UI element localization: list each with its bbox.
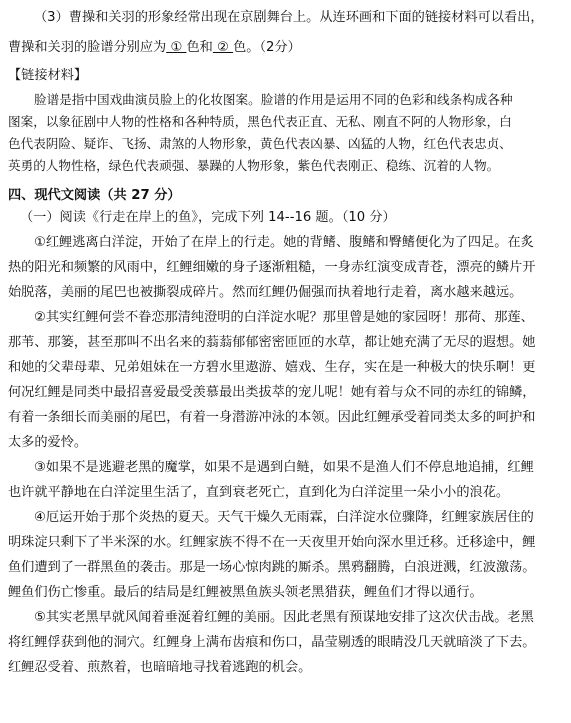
passage-line: ①红鲤逃离白洋淀，开始了在岸上的行走。她的背鳍、腹鳍和臀鳍便化为了四足。在炙: [34, 235, 534, 250]
passage-line: ④厄运开始于那个炎热的夏天。天气干燥久无雨霖，白洋淀水位骤降，红鲤家族居住的: [34, 510, 534, 525]
passage-line: 将红鲤俘获到他的洞穴。红鲤身上满布齿痕和伤口，晶莹剔透的眼睛没几天就暗淡了下去。: [8, 635, 536, 650]
passage-line: 有着一条细长而美丽的尾巴，有着一身潜游冲泳的本领。因此红鲤承受着同类太多的呵护和: [8, 410, 536, 425]
answer-blank-2: ②: [212, 40, 234, 55]
passage-line: 那苇、那篓，甚至那叫不出名来的蓊蓊郁郁密密匝匝的水草，都让她充满了无尽的遐想。她: [8, 335, 536, 350]
passage-line: 始脱落，美丽的尾巴也被撕裂成碎片。然而红鲤仍倔强而执着地行走着，离水越来越远。: [8, 285, 523, 300]
question3-line2-pre: 曹操和关羽的脸谱分别应为: [8, 40, 167, 55]
passage-line: 鲤鱼们伤亡惨重。最后的结局是红鲤被黑鱼族头领老黑猎获，鲤鱼们才得以通行。: [8, 585, 483, 600]
link-material-line: 英勇的人物性格，绿色代表顽强、暴躁的人物形象，紫色代表刚正、稳练、沉着的人物。: [8, 158, 500, 173]
section-subtitle: （一）阅读《行走在岸上的鱼》，完成下列 14--16 题。（10 分）: [20, 210, 396, 225]
link-material-line: 色代表阴险、疑诈、飞扬、肃煞的人物形象，黄色代表凶暴、凶猛的人物，红色代表忠贞、: [8, 136, 512, 151]
passage-line: ⑤其实老黑早就风闻着垂涎着红鲤的美丽。因此老黑有预谋地安排了这次伏击战。老黑: [34, 610, 534, 625]
passage-line: 红鲤忍受着、煎熬着，也暗暗地寻找着逃跑的机会。: [8, 660, 312, 675]
link-material-line: 脸谱是指中国戏曲演员脸上的化妆图案。脸谱的作用是运用不同的色彩和线条构成各种: [34, 92, 513, 107]
passage-line: 何况红鲤是同类中最招喜爱最受羡慕最出类拔萃的宠儿呢！她有着与众不同的赤红的锦鳞，: [8, 385, 536, 400]
answer-blank-1: ①: [166, 40, 187, 55]
passage-line: ③如果不是逃避老黑的魔掌，如果不是遇到白鲢，如果不是渔人们不停息地追捕，红鲤: [34, 460, 534, 475]
link-material-line: 图案，以象征剧中人物的性格和各种特质，黑色代表正直、无私、刚直不阿的人物形象，白: [8, 114, 512, 129]
question3-line2-post: 色。（2分）: [233, 40, 301, 55]
passage-line: 和她的父辈母辈、兄弟姐妹在一方碧水里遨游、嬉戏、生存，实在是一种极大的快乐啊！更: [8, 360, 536, 375]
section-title: 四、现代文阅读（共 27 分）: [8, 188, 181, 203]
passage-line: 鱼们遭到了一群黑鱼的袭击。那是一场心惊肉跳的厮杀。黑鸦翻腾，白浪迸溅，红波激荡。: [8, 560, 536, 575]
question3-line2-mid: 色和: [186, 40, 213, 55]
passage-line: ②其实红鲤何尝不眷恋那清纯澄明的白洋淀水呢？那里曾是她的家园呀！那荷、那莲、: [34, 310, 534, 325]
passage-line: 也许就平静地在白洋淀里生活了，直到衰老死亡，直到化为白洋淀里一朵小小的浪花。: [8, 485, 510, 500]
passage-line: 热的阳光和频繁的风雨中，红鲤细嫩的身子逐渐粗糙，一身赤红演变成青苍，漂亮的鳞片开: [8, 260, 536, 275]
passage-line: 明珠淀只剩下了半米深的水。红鲤家族不得不在一天夜里开始向深水里迁移。迁移途中，鲤: [8, 535, 536, 550]
question3-line1: （3）曹操和关羽的形象经常出现在京剧舞台上。从连环画和下面的链接材料可以看出，: [34, 10, 544, 25]
question3-line2: [8, 38, 563, 58]
passage-line: 太多的爱怜。: [8, 435, 88, 450]
link-material-heading: 【链接材料】: [8, 68, 88, 83]
